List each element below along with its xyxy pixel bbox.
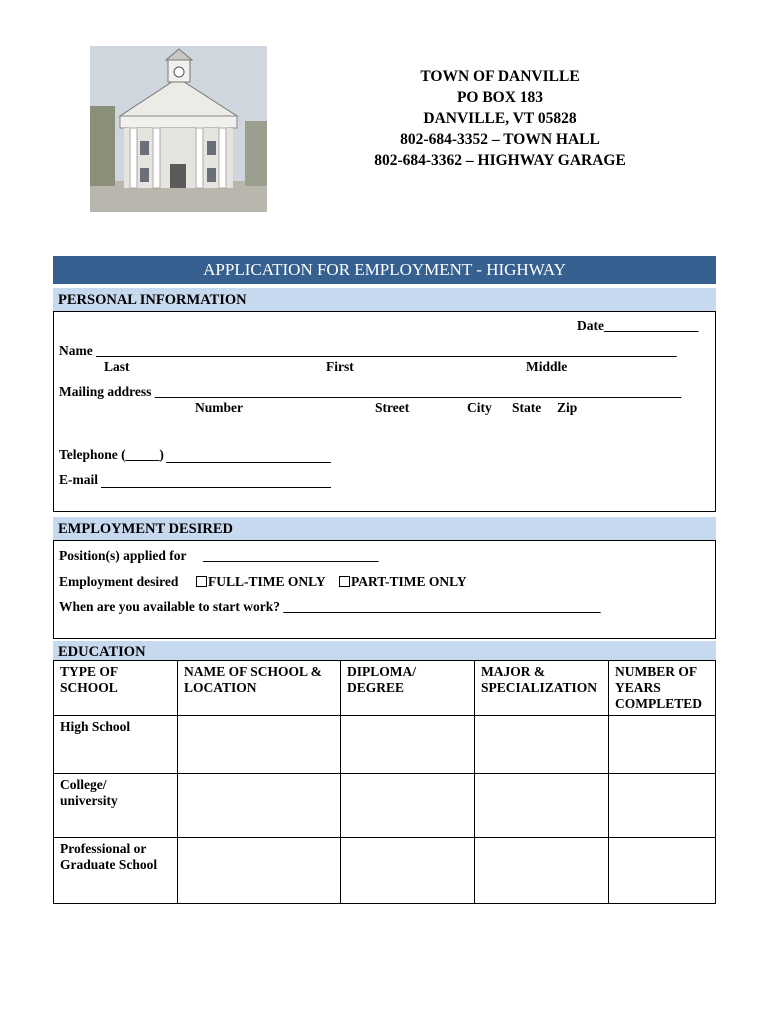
column-header: DIPLOMA/ DEGREE <box>341 661 475 716</box>
address-sub-city: City <box>467 400 492 415</box>
address-sub-zip: Zip <box>557 400 578 415</box>
header-line: TOWN OF DANVILLE <box>420 68 580 85</box>
positions-label: Position(s) applied for <box>59 548 187 563</box>
email-label: E-mail <box>59 472 98 487</box>
form-title: APPLICATION FOR EMPLOYMENT - HIGHWAY <box>53 256 716 284</box>
name-sub-first: First <box>326 359 354 374</box>
table-cell[interactable] <box>341 774 475 838</box>
full-time-checkbox[interactable] <box>196 576 207 587</box>
date-field[interactable]: Date______________ <box>577 318 699 333</box>
part-time-label: PART-TIME ONLY <box>351 574 467 589</box>
part-time-checkbox[interactable] <box>339 576 350 587</box>
personal-info-heading: PERSONAL INFORMATION <box>53 288 716 312</box>
table-cell[interactable] <box>609 774 716 838</box>
table-header-row <box>54 661 716 716</box>
employment-desired-label: Employment desired <box>59 574 179 589</box>
name-sub-last: Last <box>104 359 130 374</box>
name-sub-middle: Middle <box>526 359 568 374</box>
town-header <box>300 66 700 171</box>
positions-field[interactable]: __________________________ <box>203 548 379 563</box>
row-label: College/ university <box>54 774 178 838</box>
column-header: NAME OF SCHOOL & LOCATION <box>178 661 341 716</box>
column-header: MAJOR & SPECIALIZATION <box>475 661 609 716</box>
available-field[interactable]: When are you available to start work? _______________________________________________ <box>59 599 601 614</box>
column-header: TYPE OF SCHOOL <box>54 661 178 716</box>
education-heading: EDUCATION <box>53 641 716 661</box>
address-sub-street: Street <box>375 400 410 415</box>
table-cell[interactable] <box>178 716 341 774</box>
table-cell[interactable] <box>609 716 716 774</box>
table-cell[interactable] <box>609 838 716 904</box>
column-header: NUMBER OF YEARS COMPLETED <box>609 661 716 716</box>
employment-heading: EMPLOYMENT DESIRED <box>53 517 716 541</box>
row-label: High School <box>54 716 178 774</box>
header-line: DANVILLE, VT 05828 <box>423 110 577 127</box>
row-label: Professional or Graduate School <box>54 838 178 904</box>
table-cell[interactable] <box>178 838 341 904</box>
table-cell[interactable] <box>341 838 475 904</box>
table-cell[interactable] <box>341 716 475 774</box>
name-field[interactable]: Name ______________________________________________________________________________________ <box>59 343 677 358</box>
table-cell[interactable] <box>475 716 609 774</box>
header-line: PO BOX 183 <box>456 89 544 106</box>
table-cell[interactable] <box>475 838 609 904</box>
header-line: 802-684-3352 – TOWN HALL <box>400 131 600 148</box>
table-row <box>54 716 716 774</box>
table-row <box>54 838 716 904</box>
full-time-label: FULL-TIME ONLY <box>208 574 326 589</box>
telephone-input-line[interactable] <box>166 462 331 463</box>
email-input-line[interactable] <box>101 487 331 488</box>
table-row <box>54 774 716 838</box>
address-sub-state: State <box>512 400 542 415</box>
address-sub-number: Number <box>195 400 243 415</box>
header-line: 802-684-3362 – HIGHWAY GARAGE <box>374 152 626 169</box>
table-cell[interactable] <box>178 774 341 838</box>
education-table <box>53 660 716 904</box>
telephone-label: Telephone (_____) <box>59 447 164 462</box>
mailing-address-field[interactable]: Mailing address ______________________________________________________________________________ <box>59 384 682 399</box>
table-cell[interactable] <box>475 774 609 838</box>
town-hall-photo <box>90 46 267 212</box>
